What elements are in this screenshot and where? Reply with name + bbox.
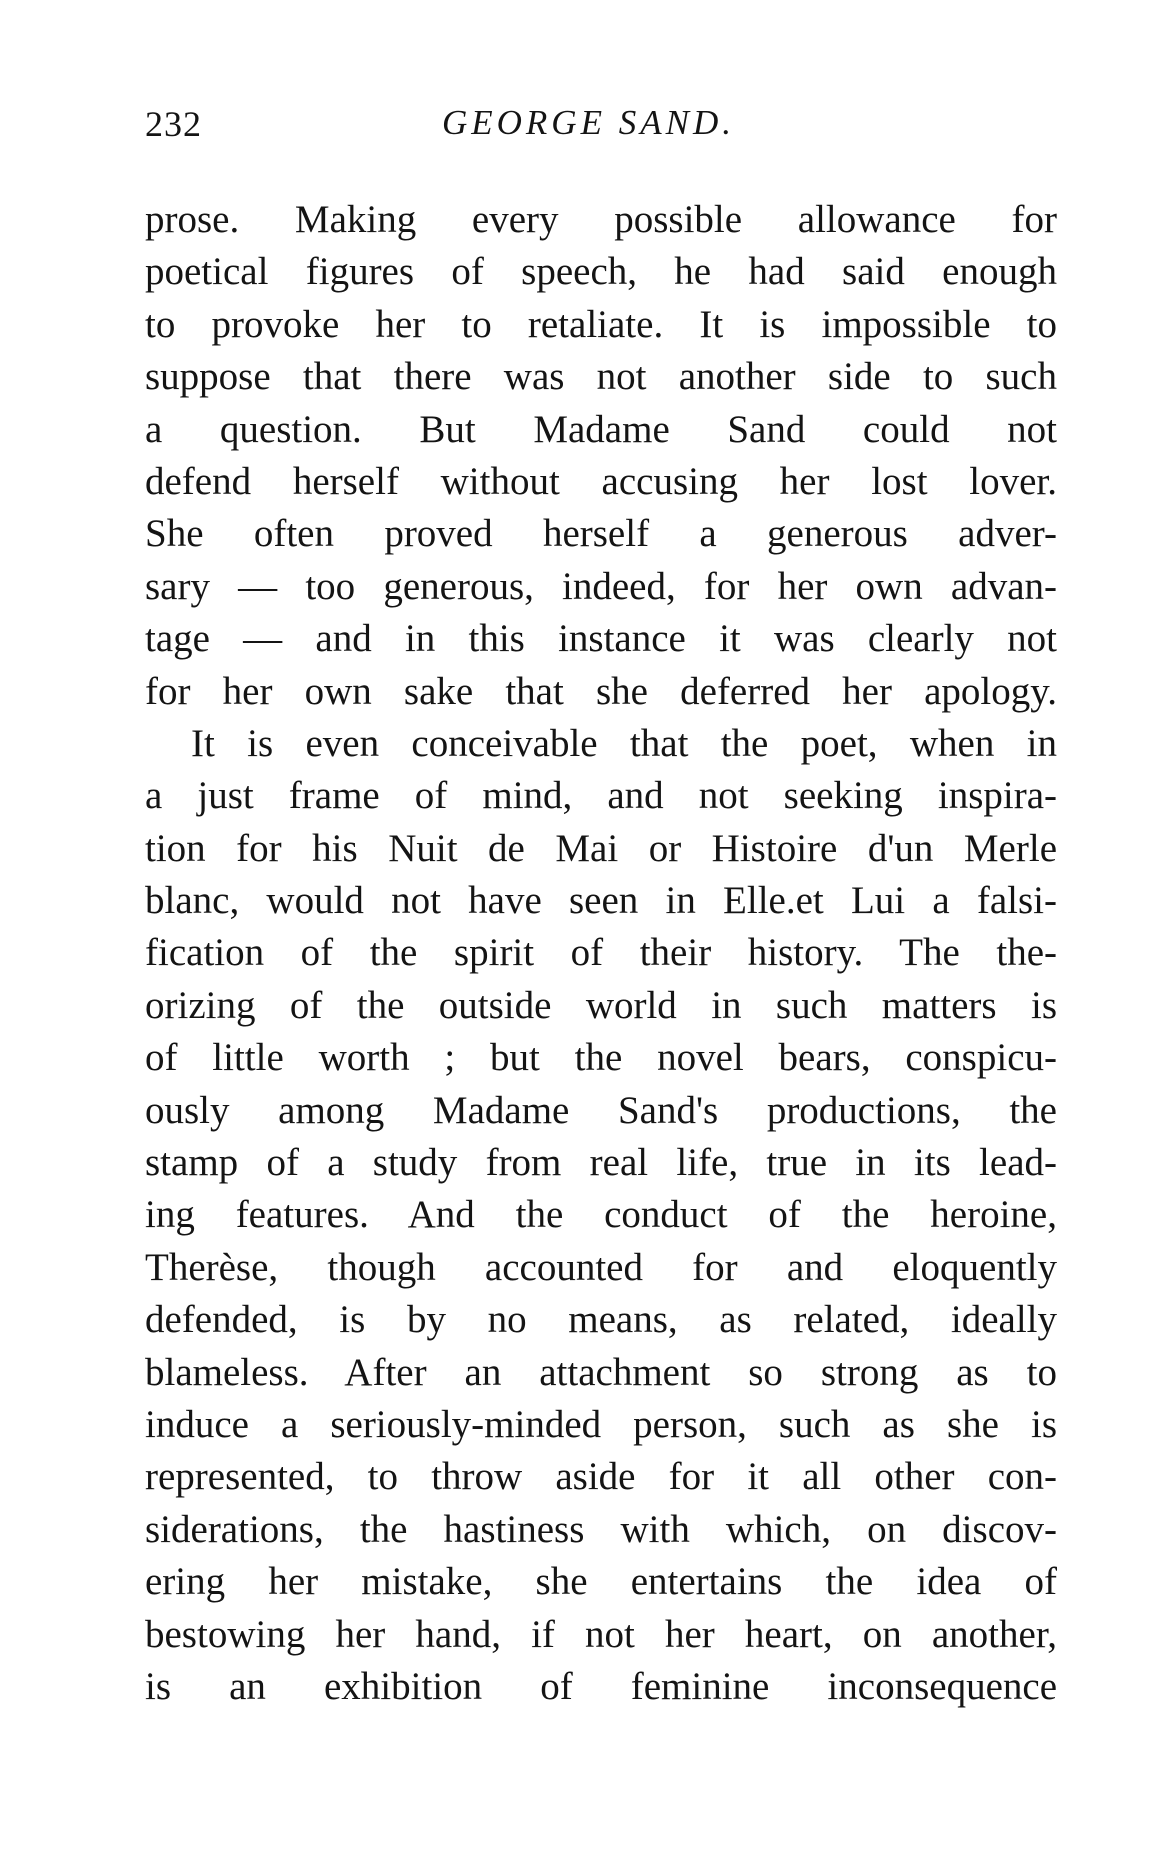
text-line: blameless. After an attachment so strong as to <box>145 1350 1057 1394</box>
text-line: induce a seriously-minded person, such as she is <box>145 1402 1057 1446</box>
text-line: fication of the spirit of their history. The the- <box>145 931 1057 975</box>
text-line: prose. Making every possible allowance for <box>145 198 1057 241</box>
running-title: GEORGE SAND. <box>442 103 735 142</box>
text-line: siderations, the hastiness with which, on discov- <box>145 1507 1057 1551</box>
text-line: ing features. And the conduct of the heroine, <box>145 1193 1057 1237</box>
text-line: poetical figures of speech, he had said enough <box>145 250 1057 294</box>
running-head <box>145 103 1057 163</box>
text-line: to provoke her to retaliate. It is impossible to <box>145 302 1057 346</box>
text-line: defend herself without accusing her lost lover. <box>145 459 1057 503</box>
page-number: 232 <box>145 104 202 144</box>
text-line: stamp of a study from real life, true in its lead- <box>145 1141 1057 1185</box>
text-line: It is even conceivable that the poet, when in <box>191 721 1057 765</box>
text-line: tage — and in this instance it was clearly not <box>145 617 1057 661</box>
text-line: of little worth ; but the novel bears, conspicu- <box>145 1036 1057 1080</box>
text-line: represented, to throw aside for it all other con- <box>145 1455 1057 1499</box>
body-text <box>145 194 1057 1713</box>
text-line: Therèse, though accounted for and eloquently <box>145 1245 1057 1289</box>
text-line: defended, is by no means, as related, ideally <box>145 1298 1057 1342</box>
text-line: a question. But Madame Sand could not <box>145 407 1057 451</box>
text-line: She often proved herself a generous adver- <box>145 512 1057 556</box>
text-line: suppose that there was not another side to such <box>145 355 1057 399</box>
text-line: sary — too generous, indeed, for her own advan- <box>145 564 1057 608</box>
text-line: for her own sake that she deferred her apology. <box>145 669 1057 713</box>
text-line: is an exhibition of feminine inconsequence <box>145 1664 1057 1708</box>
text-line: ously among Madame Sand's productions, the <box>145 1088 1057 1132</box>
text-line: bestowing her hand, if not her heart, on another, <box>145 1612 1057 1656</box>
text-line: a just frame of mind, and not seeking inspira- <box>145 774 1057 818</box>
text-line: tion for his Nuit de Mai or Histoire d'un Merle <box>145 826 1057 870</box>
text-line: orizing of the outside world in such matters is <box>145 983 1057 1027</box>
text-line: blanc, would not have seen in Elle.et Lui a falsi- <box>145 879 1057 923</box>
text-line: ering her mistake, she entertains the idea of <box>145 1560 1057 1604</box>
